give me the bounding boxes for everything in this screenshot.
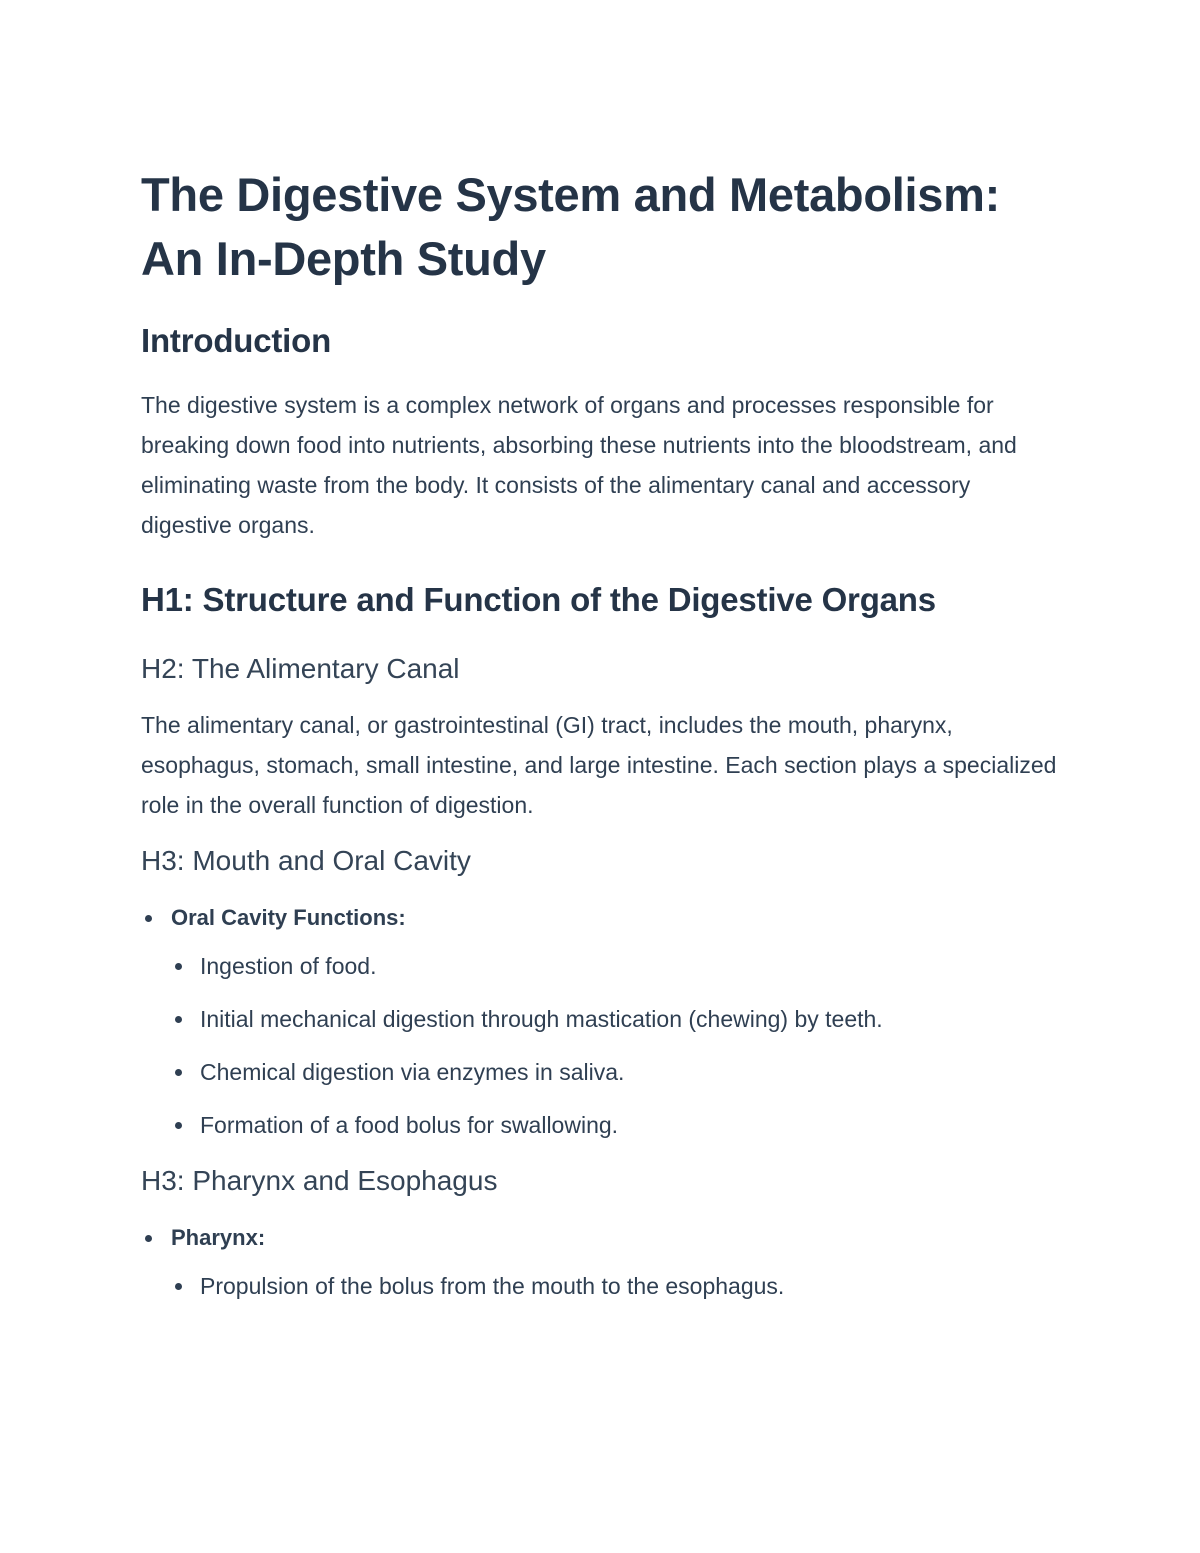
list-item: Ingestion of food. [171, 947, 1061, 985]
list-item [141, 899, 1061, 1144]
document-page [141, 163, 1061, 1320]
pharynx-esophagus-heading: H3: Pharynx and Esophagus [141, 1165, 498, 1196]
alimentary-canal-paragraph: The alimentary canal, or gastrointestinal (GI) tract, includes the mouth, pharynx, esophagus, stomach, small intestine, and large intestine. Each section plays a specialized role in the overall function of digestion. [141, 712, 1057, 818]
oral-cavity-functions-label: Oral Cavity Functions: [171, 905, 406, 930]
list-item: Propulsion of the bolus from the mouth to the esophagus. [171, 1267, 1061, 1305]
mouth-list [141, 899, 1061, 1144]
list-item: Initial mechanical digestion through mastication (chewing) by teeth. [171, 1000, 1061, 1038]
structure-function-heading: H1: Structure and Function of the Digestive Organs [141, 581, 936, 618]
list-item: Chemical digestion via enzymes in saliva. [171, 1053, 1061, 1091]
pharynx-list [141, 1219, 1061, 1305]
mouth-oral-cavity-heading: H3: Mouth and Oral Cavity [141, 845, 471, 876]
introduction-paragraph: The digestive system is a complex network of organs and processes responsible for breaking down food into nutrients, absorbing these nutrients into the bloodstream, and eliminating waste from the body. It consists of the alimentary canal and accessory digestive organs. [141, 392, 1017, 538]
pharynx-functions-list [171, 1267, 1061, 1305]
oral-cavity-functions-list [171, 947, 1061, 1144]
document-title: The Digestive System and Metabolism: An In-Depth Study [141, 168, 1000, 285]
list-item [141, 1219, 1061, 1305]
pharynx-label: Pharynx: [171, 1225, 266, 1250]
list-item: Formation of a food bolus for swallowing. [171, 1106, 1061, 1144]
alimentary-canal-heading: H2: The Alimentary Canal [141, 653, 460, 684]
introduction-heading: Introduction [141, 322, 332, 359]
